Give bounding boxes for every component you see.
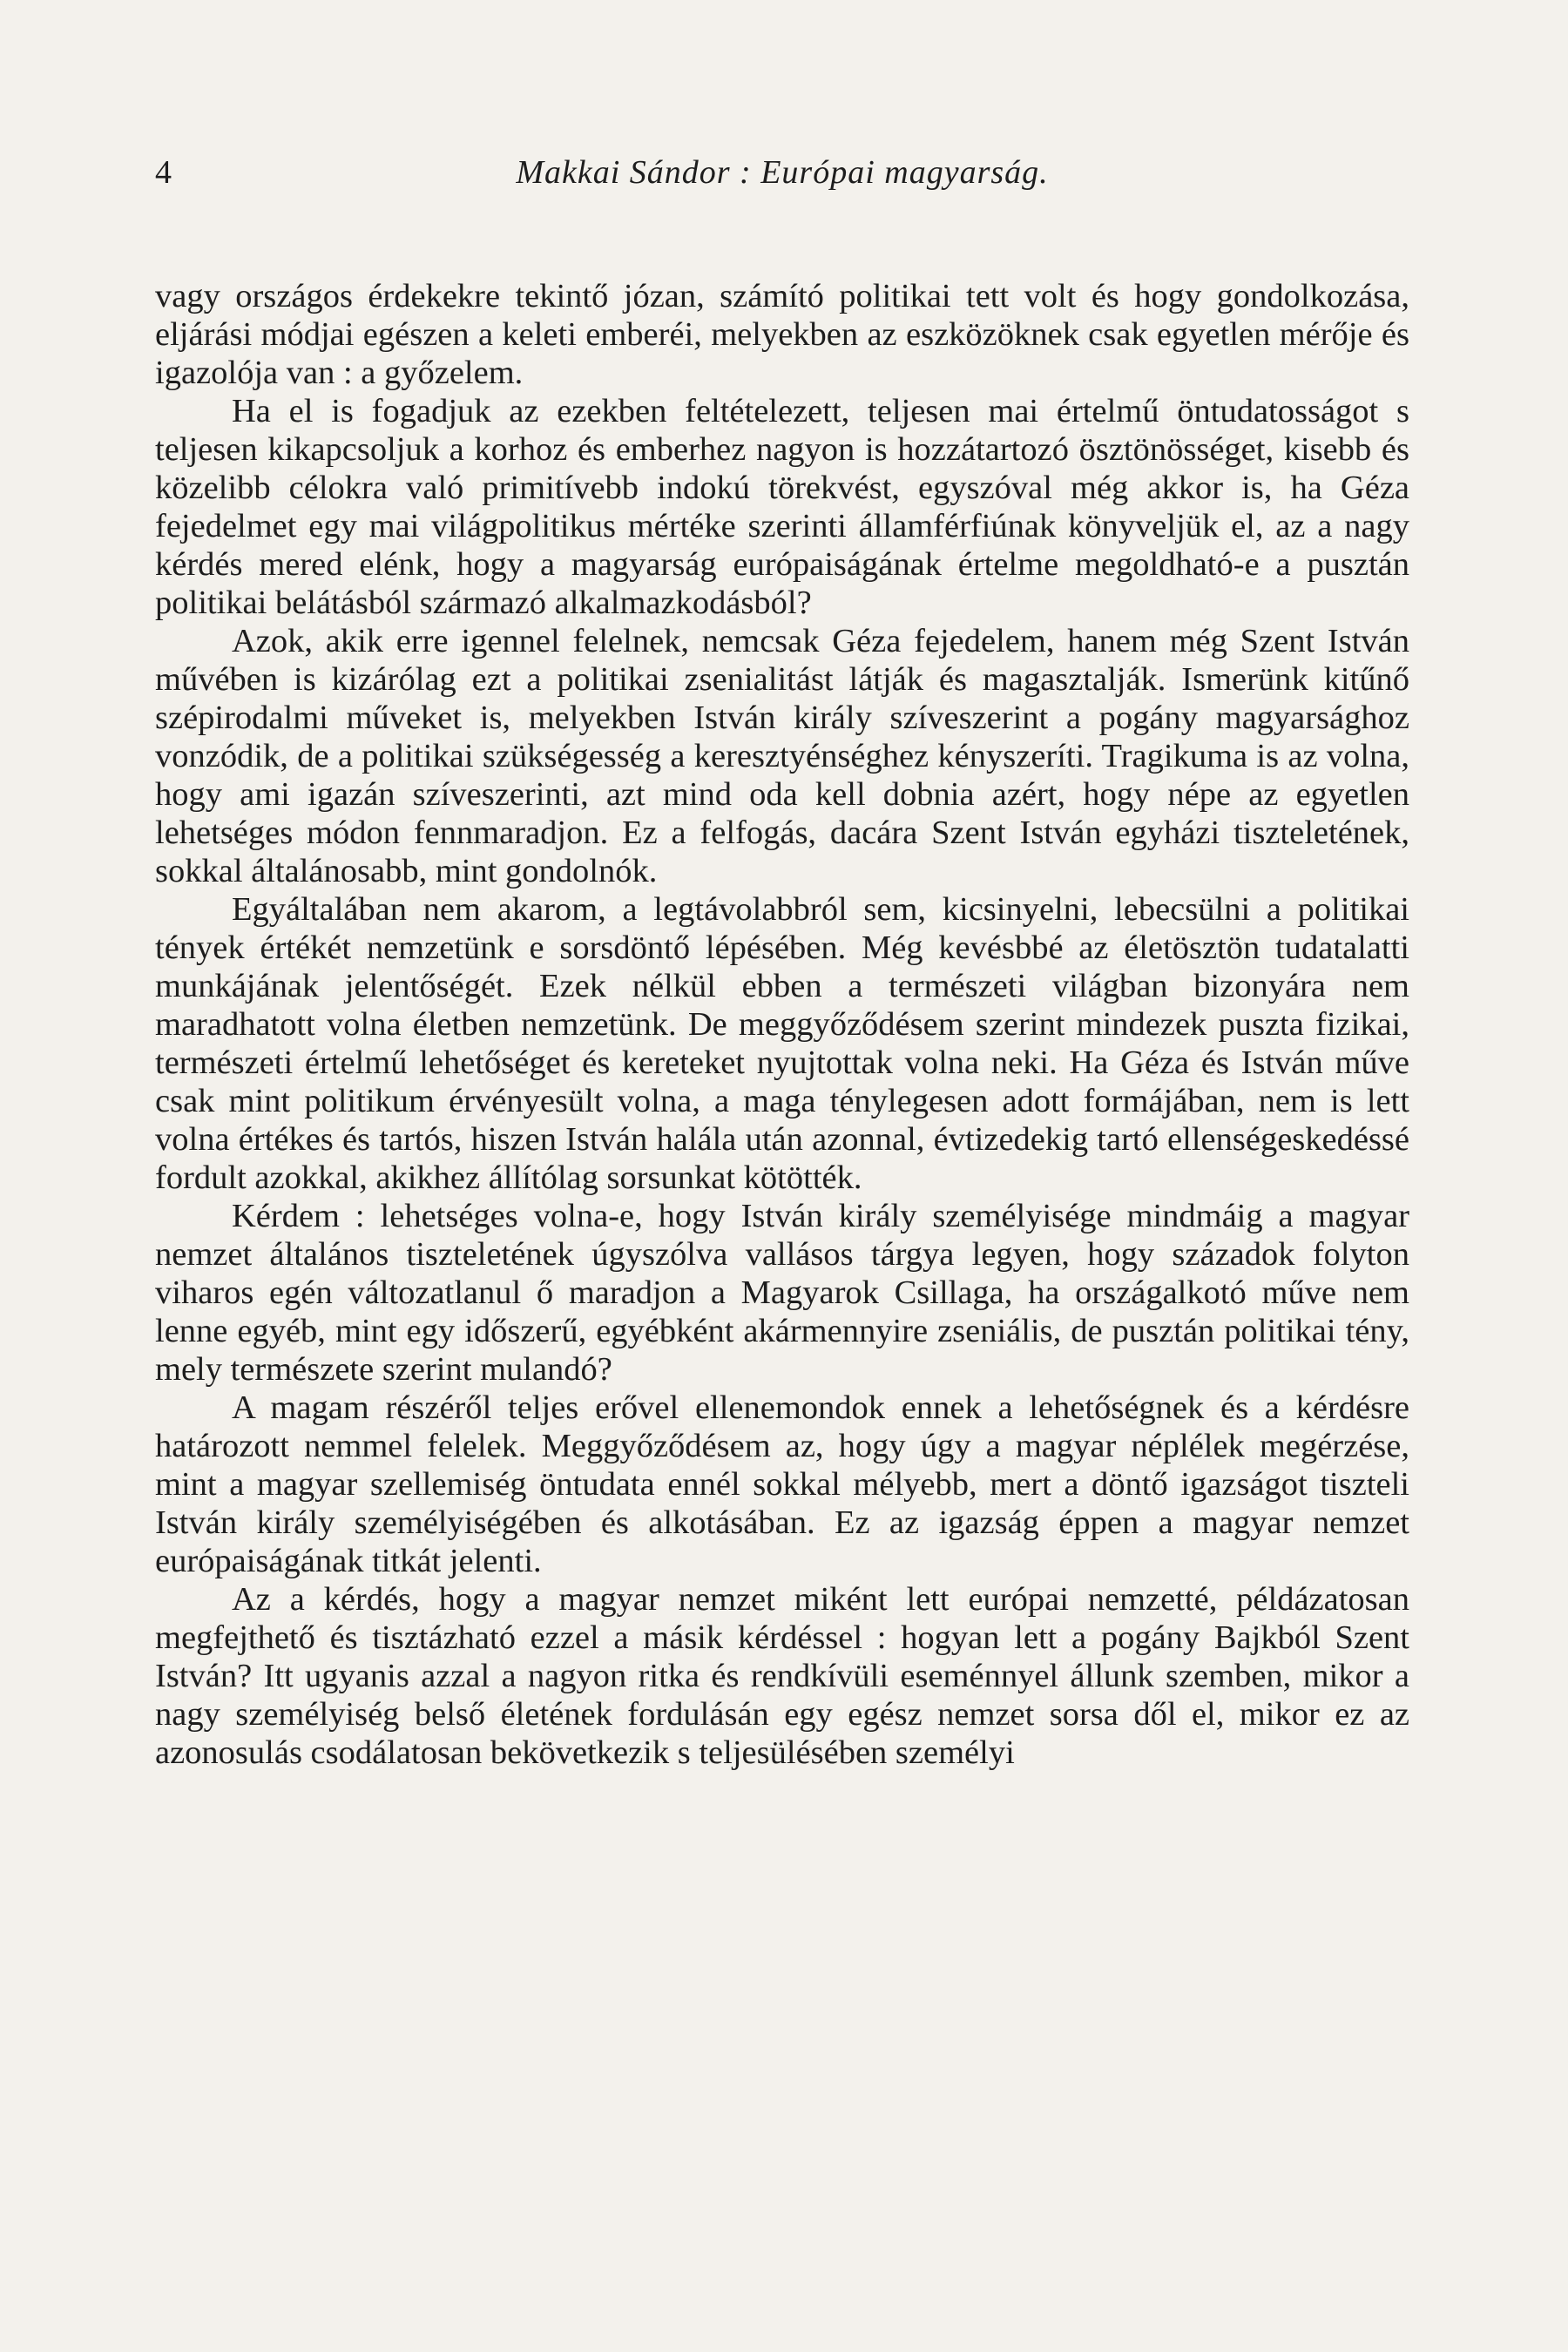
paragraph: Kérdem : lehetséges volna-e, hogy István király személyisége mindmáig a magyar nemzet általános tiszteletének úgyszólva vallásos tárgya legyen, hogy századok folyton viharos egén változatlanul ő maradjon a Magyarok Csillaga, ha országalkotó műve nem lenne egyéb, mint egy időszerű, egyébként akármennyire zseniális, de pusztán politikai tény, mely természete szerint mulandó? <box>155 1198 1409 1388</box>
running-head <box>155 146 1409 199</box>
paragraph: A magam részéről teljes erővel ellenemondok ennek a lehetőségnek és a kérdésre határozott nemmel felelek. Meggyőződésem az, hogy úgy a magyar néplélek megérzése, mint a magyar szellemiség öntudata ennél sokkal mélyebb, mert a döntő igazságot tiszteli István király személyiségében és alkotásában. Ez az igazság éppen a magyar nemzet európaiságának titkát jelenti. <box>155 1389 1409 1579</box>
paragraph: Az a kérdés, hogy a magyar nemzet miként lett európai nemzetté, példázatosan megfejthető és tisztázható ezzel a másik kérdéssel : hogyan lett a pogány Bajkból Szent István? Itt ugyanis azzal a nagyon ritka és rendkívüli eseménnyel állunk szemben, mikor a nagy személyiség belső életének fordulásán egy egész nemzet sorsa dől el, mikor ez az azonosulás csodálatosan bekövetkezik s teljesülésében személyi <box>155 1581 1409 1771</box>
paragraph: Egyáltalában nem akarom, a legtávolabbról sem, kicsinyelni, lebecsülni a politikai tények értékét nemzetünk e sorsdöntő lépésében. Még kevésbbé az életösztön tudatalatti munkájának jelentőségét. Ezek nélkül ebben a természeti világban bizonyára nem maradhatott volna életben nemzetünk. De meggyőződésem szerint mindezek puszta fizikai, természeti értelmű lehetőséget és kereteket nyujtottak volna neki. Ha Géza és István műve csak mint politikum érvényesült volna, a maga ténylegesen adott formájában, nem is lett volna értékes és tartós, hiszen István halála után azonnal, évtizedekig tartó ellenségeskedéssé fordult azokkal, akikhez állítólag sorsunkat kötötték. <box>155 891 1409 1196</box>
paragraph: Ha el is fogadjuk az ezekben feltételezett, teljesen mai értelmű öntudatosságot s teljesen kikapcsoljuk a korhoz és emberhez nagyon is hozzátartozó ösztönösséget, kisebb és közelibb célokra való primitívebb indokú törekvést, egyszóval még akkor is, ha Géza fejedelmet egy mai világpolitikus mértéke szerinti államférfiúnak könyveljük el, az a nagy kérdés mered elénk, hogy a magyarság európaiságának értelme megoldható-e a pusztán politikai belátásból származó alkalmazkodásból? <box>155 393 1409 621</box>
paragraph-continued: vagy országos érdekekre tekintő józan, számító politikai tett volt és hogy gondolkozása, eljárási módjai egészen a keleti emberéi, melyekben az eszközöknek csak egyetlen mérője és igazolója van : a győzelem. <box>155 278 1409 391</box>
page-number: 4 <box>155 154 172 191</box>
running-title: Makkai Sándor : Európai magyarság. <box>516 154 1049 191</box>
body-text <box>155 277 1409 1772</box>
paragraph: Azok, akik erre igennel felelnek, nemcsak Géza fejedelem, hanem még Szent István művében is kizárólag ezt a politikai zsenialitást látják és magasztalják. Ismerünk kitűnő szépirodalmi műveket is, melyekben István király szíveszerint a pogány magyarsághoz vonzódik, de a politikai szükségesség a keresztyénséghez kényszeríti. Tragikuma is az volna, hogy ami igazán szíveszerinti, azt mind oda kell dobnia azért, hogy népe az egyetlen lehetséges módon fennmaradjon. Ez a felfogás, dacára Szent István egyházi tiszteletének, sokkal általánosabb, mint gondolnók. <box>155 623 1409 889</box>
